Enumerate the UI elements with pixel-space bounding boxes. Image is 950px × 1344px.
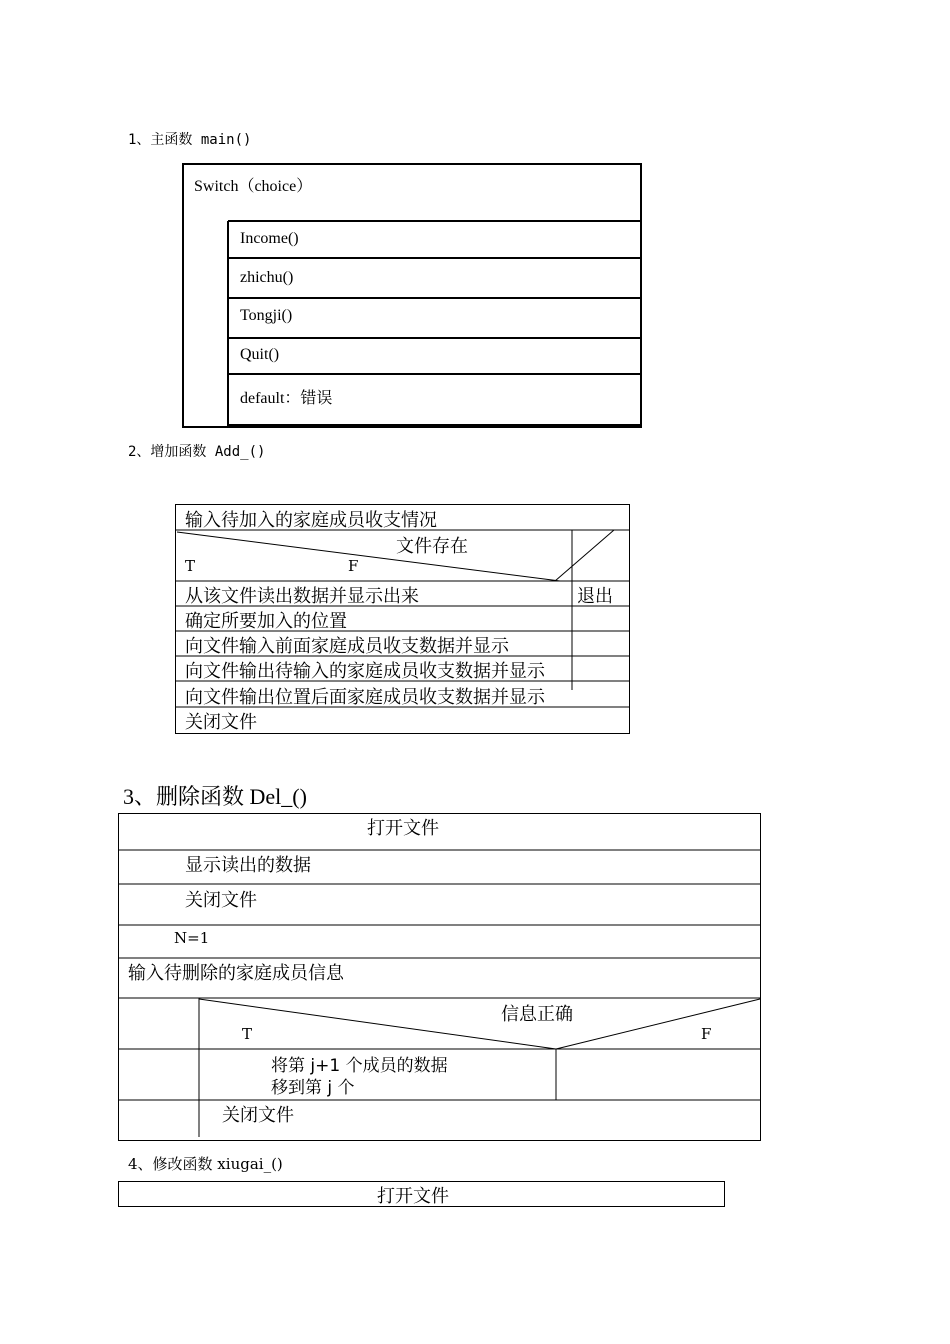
add-exit: 退出	[577, 586, 613, 607]
add-step-before: 向文件输入前面家庭成员收支数据并显示	[185, 636, 509, 657]
switch-label: Switch（choice）	[194, 178, 313, 195]
del-open: 打开文件	[367, 818, 439, 839]
del-move-line1: 将第 j+1 个成员的数据	[271, 1056, 448, 1076]
add-step-close: 关闭文件	[185, 712, 257, 733]
add-step-insert: 向文件输出待输入的家庭成员收支数据并显示	[185, 661, 545, 682]
del-false-label: F	[701, 1025, 712, 1043]
del-condition: 信息正确	[501, 1004, 573, 1025]
del-true-label: T	[242, 1025, 253, 1043]
del-input: 输入待删除的家庭成员信息	[128, 963, 344, 984]
add-condition: 文件存在	[396, 536, 468, 557]
del-move-line2: 移到第 j 个	[271, 1078, 355, 1098]
heading-del: 3、删除函数 Del_()	[123, 784, 307, 809]
heading-add: 2、增加函数 Add_()	[128, 444, 266, 460]
add-true-label: T	[185, 557, 196, 575]
case-income: Income()	[240, 230, 299, 247]
add-step-position: 确定所要加入的位置	[185, 611, 347, 632]
del-n-init: N=1	[174, 929, 210, 947]
case-default: default：错误	[240, 390, 333, 407]
heading-main: 1、主函数 main()	[128, 132, 252, 148]
add-input: 输入待加入的家庭成员收支情况	[185, 510, 437, 531]
modify-open: 打开文件	[377, 1186, 449, 1207]
del-close-first: 关闭文件	[185, 890, 257, 911]
add-step-after: 向文件输出位置后面家庭成员收支数据并显示	[185, 687, 545, 708]
del-show: 显示读出的数据	[185, 855, 311, 876]
case-quit: Quit()	[240, 346, 280, 363]
del-close-second: 关闭文件	[222, 1105, 294, 1126]
add-step-read: 从该文件读出数据并显示出来	[185, 586, 419, 607]
add-false-label: F	[348, 557, 359, 575]
case-zhichu: zhichu()	[240, 269, 294, 286]
case-tongji: Tongji()	[240, 307, 293, 324]
heading-modify: 4、修改函数 xiugai_()	[128, 1155, 283, 1173]
